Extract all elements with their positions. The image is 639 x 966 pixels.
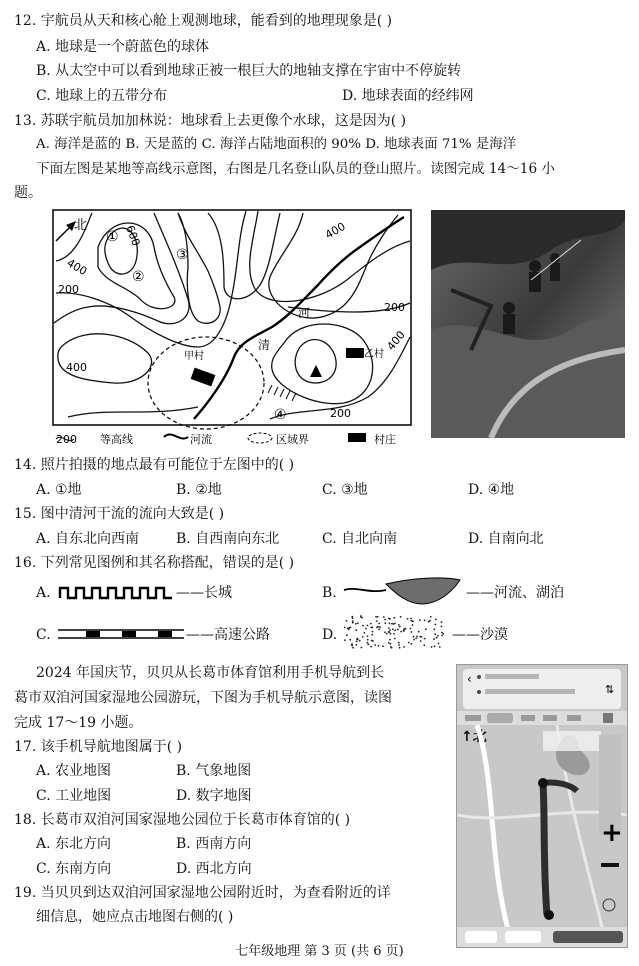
q14-option-d: D. ④地 <box>468 482 515 498</box>
intro-14-line2: 题。 <box>14 185 42 201</box>
q14-option-c: C. ③地 <box>322 482 368 498</box>
q16-option-b: B. <box>322 585 337 601</box>
q16-option-d-name: ——沙漠 <box>452 627 508 643</box>
contour-label-600: 600 <box>123 223 143 248</box>
q18-option-a: A. 东北方向 <box>36 836 112 852</box>
q16-option-c: C. <box>36 627 51 643</box>
intro-17-line2: 葛市双洎河国家湿地公园游玩，下图为手机导航示意图，读图 <box>14 690 392 706</box>
contour-label-400-b: 400 <box>323 219 348 242</box>
contour-label-400-a: 400 <box>64 256 90 279</box>
q16-option-d: D. <box>322 627 338 643</box>
q16-option-a: A. <box>36 585 51 601</box>
q18-option-d: D. 西北方向 <box>176 861 252 877</box>
q19-line1: 19. 当贝贝到达双洎河国家湿地公园附近时，为查看附近的详 <box>14 885 391 901</box>
contour-label-200-a: 200 <box>58 283 79 296</box>
phone-swap-icon[interactable]: ⇅ <box>605 683 615 696</box>
q17-option-a: A. 农业地图 <box>36 763 112 779</box>
q15-stem: 15. 图中清河干流的流向大致是( ) <box>14 506 225 522</box>
q12-option-a: A. 地球是一个蔚蓝色的球体 <box>36 39 210 55</box>
map-north-label: 北 <box>74 218 88 233</box>
q17-stem: 17. 该手机导航地图属于( ) <box>14 739 183 755</box>
q14-stem: 14. 照片拍摄的地点最有可能位于左图中的( ) <box>14 457 295 473</box>
river-label-he: 河 <box>298 306 311 320</box>
q17-option-b: B. 气象地图 <box>176 763 252 779</box>
phone-start-marker <box>538 778 548 788</box>
q16-option-c-name: ——高速公路 <box>186 627 270 643</box>
q19-line2: 细信息，她应点击地图右侧的( ) <box>36 909 234 925</box>
contour-label-400-d: 400 <box>384 328 408 353</box>
legend-contour: 等高线 <box>100 433 133 446</box>
great-wall-symbol <box>58 582 176 602</box>
point-3: ③ <box>176 247 189 263</box>
intro-17-line3: 完成 17～19 小题。 <box>14 715 143 731</box>
contour-label-200-c: 200 <box>330 407 351 420</box>
climbing-photo <box>431 210 625 438</box>
desert-symbol <box>342 614 448 650</box>
q16-option-a-name: ——长城 <box>176 585 232 601</box>
highway-symbol <box>56 626 186 642</box>
legend-village: 村庄 <box>374 433 396 446</box>
contour-label-200-b: 200 <box>384 301 405 314</box>
river-lake-symbol <box>342 574 464 608</box>
q13-stem: 13. 苏联宇航员加加林说：地球看上去更像个水球，这是因为( ) <box>14 113 407 129</box>
phone-route-line <box>543 783 547 915</box>
phone-back-icon[interactable]: ‹ <box>467 672 472 686</box>
q17-option-c: C. 工业地图 <box>36 788 112 804</box>
phone-transport-tabs[interactable] <box>457 711 627 725</box>
phone-navigation-screenshot <box>456 664 628 948</box>
phone-end-marker <box>544 910 554 920</box>
phone-zoom-out-button[interactable] <box>601 863 619 867</box>
q17-option-d: D. 数字地图 <box>176 788 252 804</box>
contour-map <box>48 207 416 447</box>
legend-region: 区域界 <box>276 433 309 446</box>
phone-zoom-in-button[interactable]: + <box>601 818 623 848</box>
q16-option-b-name: ——河流、湖泊 <box>466 585 564 601</box>
river-label-qing: 清 <box>258 338 271 352</box>
intro-17-line1: 2024 年国庆节，贝贝从长葛市体育馆利用手机导航到长 <box>36 665 385 681</box>
village-jia-label: 甲村 <box>184 351 204 362</box>
point-4: ④ <box>274 407 287 423</box>
phone-north-label: ↑北 <box>461 729 487 745</box>
q15-option-d: D. 自南向北 <box>468 531 544 547</box>
q18-option-c: C. 东南方向 <box>36 861 112 877</box>
legend-contour-value: 200 <box>56 433 77 446</box>
q15-option-c: C. 自北向南 <box>322 531 398 547</box>
q15-option-a: A. 自东北向西南 <box>36 531 140 547</box>
point-1: ① <box>106 229 119 245</box>
village-yi-icon <box>346 348 364 358</box>
map-legend <box>56 432 396 446</box>
q14-option-a: A. ①地 <box>36 482 82 498</box>
phone-more-icon[interactable] <box>603 713 613 723</box>
page-footer: 七年级地理 第 3 页 (共 6 页) <box>235 944 404 959</box>
q12-stem: 12. 宇航员从天和核心舱上观测地球，能看到的地理现象是( ) <box>14 13 393 29</box>
intro-14-line1: 下面左图是某地等高线示意图，右图是几名登山队员的登山照片。读图完成 14～16 小 <box>36 161 556 177</box>
village-yi-label: 乙村 <box>364 349 384 360</box>
point-2: ② <box>132 269 145 285</box>
q18-stem: 18. 长葛市双洎河国家湿地公园位于长葛市体育馆的( ) <box>14 812 351 828</box>
q14-option-b: B. ②地 <box>176 482 222 498</box>
q15-option-b: B. 自西南向东北 <box>176 531 280 547</box>
q12-option-b: B. 从太空中可以看到地球正被一根巨大的地轴支撑在宇宙中不停旋转 <box>36 63 462 79</box>
legend-river: 河流 <box>190 433 212 446</box>
contour-label-400-c: 400 <box>66 361 87 374</box>
q12-option-c: C. 地球上的五带分布 <box>36 88 168 104</box>
q12-option-d: D. 地球表面的经纬网 <box>342 88 474 104</box>
q13-options: A. 海洋是蓝的 B. 天是蓝的 C. 海洋占陆地面积的 90% D. 地球表面 71% 是海洋 <box>36 137 517 152</box>
q18-option-b: B. 西南方向 <box>176 836 252 852</box>
q16-stem: 16. 下列常见图例和其名称搭配，错误的是( ) <box>14 555 295 571</box>
